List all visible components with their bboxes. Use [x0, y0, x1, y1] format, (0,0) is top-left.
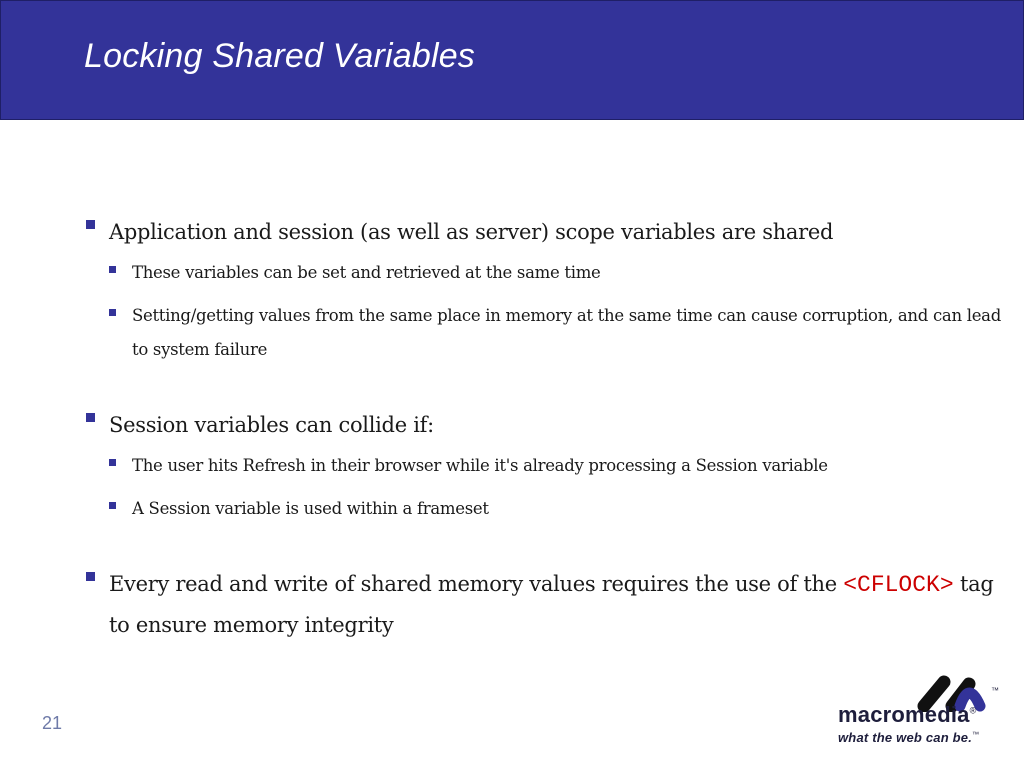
sub-bullet-text: The user hits Refresh in their browser while it's already processing a Session variable — [132, 456, 828, 475]
logo-tagline — [838, 730, 979, 745]
sub-bullet-list — [109, 256, 1006, 367]
sub-bullet-item — [109, 299, 1006, 367]
sub-bullet-list — [109, 449, 1006, 526]
macromedia-logo — [834, 672, 1014, 752]
bullet-text — [109, 564, 1006, 645]
sub-bullet-text: Setting/getting values from the same place in memory at the same time can cause corruption, and can lead to system failure — [132, 306, 1001, 359]
logo-wordmark-text: macromedia — [838, 702, 970, 727]
page-number: 21 — [42, 713, 63, 733]
sub-bullet-item — [109, 256, 1006, 290]
bullet-text: Application and session (as well as server) scope variables are shared — [109, 220, 834, 244]
square-bullet-icon — [86, 413, 95, 422]
bullet-list — [86, 212, 1006, 655]
logo-tagline-text: what the web can be. — [838, 730, 973, 745]
bullet-item — [86, 564, 1006, 645]
sub-bullet-text: These variables can be set and retrieved at the same time — [132, 263, 601, 282]
title-bar — [0, 0, 1024, 120]
sub-bullet-item — [109, 449, 1006, 483]
cflock-code: <CFLOCK> — [843, 572, 954, 598]
sub-bullet-text: A Session variable is used within a frameset — [132, 499, 489, 518]
tagline-trademark: ™ — [972, 731, 980, 739]
sub-bullet-item — [109, 492, 1006, 526]
registered-symbol: ® — [969, 705, 977, 716]
square-bullet-icon — [109, 502, 116, 509]
square-bullet-icon — [86, 220, 95, 229]
logo-wordmark — [838, 702, 976, 728]
bullet-text: Session variables can collide if: — [109, 413, 434, 437]
bullet-text-after: tag to ensure memory integrity — [109, 572, 994, 637]
square-bullet-icon — [86, 572, 95, 581]
square-bullet-icon — [109, 459, 116, 466]
bullet-text-before: Every read and write of shared memory values requires the use of the — [109, 572, 844, 596]
bullet-item — [86, 405, 1006, 526]
bullet-item — [86, 212, 1006, 367]
square-bullet-icon — [109, 309, 116, 316]
trademark-symbol: ™ — [991, 686, 999, 695]
square-bullet-icon — [109, 266, 116, 273]
slide-title: Locking Shared Variables — [84, 37, 476, 75]
